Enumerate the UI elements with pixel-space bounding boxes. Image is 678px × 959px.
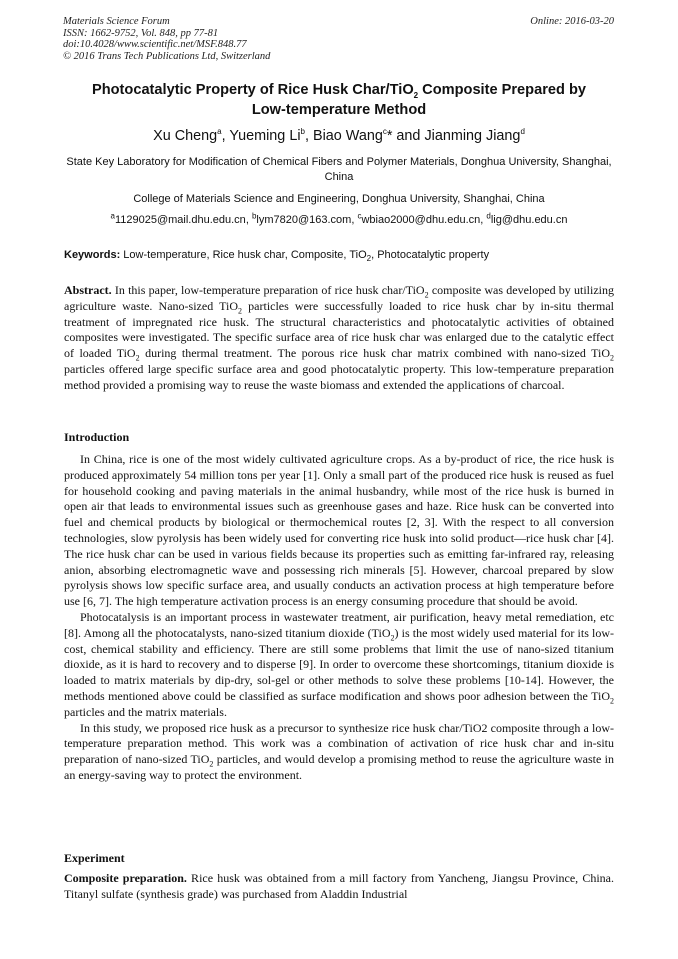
author-list: Xu Cheng$^a$, Yueming Li$^b$, Biao Wang$^c$* and Jianming Jiang$^d$	[153, 127, 525, 144]
doi-line: doi:10.4028/www.scientific.net/MSF.848.77	[63, 39, 247, 50]
affiliation-2: College of Materials Science and Engineering, Donghua University, Shanghai, China	[133, 193, 545, 205]
journal-name: Materials Science Forum	[63, 16, 170, 27]
paragraph: In this study, we proposed rice husk as a precursor to synthesize rice husk char/TiO2 composite through a low-temperature preparation method. This work was a combination of activation of rice husk char and in-situ preparation of nano-sized TiO$_2$ particles, and would develop a promising method to reuse the agriculture waste in an energy-saving way to protect the environment.	[64, 720, 615, 782]
author: Jianming Jiang	[424, 128, 521, 144]
email-list: $^a$1129025@mail.dhu.edu.cn, $^b$lym7820@163.com, $^c$wbiao2000@dhu.edu.cn, $^d$lig@dhu.edu.cn	[110, 211, 568, 226]
email-link[interactable]: 1129025@mail.dhu.edu.cn	[114, 214, 246, 226]
author: Biao Wang	[312, 128, 383, 144]
author: Xu Cheng	[153, 128, 218, 144]
online-date: Online: 2016-03-20	[530, 16, 614, 27]
email-link[interactable]: lig@dhu.edu.cn	[490, 214, 568, 226]
journal-header	[63, 16, 270, 62]
paper-title: Photocatalytic Property of Rice Husk Char/TiO$_2$ Composite Prepared by Low-temperature Method	[91, 82, 586, 118]
paragraph: In China, rice is one of the most widely cultivated agriculture crops. As a by-product of rice, the rice husk is produced approximately 54 million tons per year [1]. Only a small part of the produced rice husk is reused as fuel for household cooking and paving materials in the animal husbandry, while most of the rice husk is burned in open air that leads to environmental issues such as greenhouse gases and haze. Rice husk can be converted into fuel and chemical products by biological or thermochemical routes [2, 3]. With the respect to all conversion technologies, slow pyrolysis has been widely used for converting rice husk into solid product—rice husk char [4]. The rice husk char can be used in various fields because its properties such as emitting far-infrared ray, releasing anion, absorbing electromagnetic wave and possessing rich minerals [5]. However, charcoal prepared by slow pyrolysis shows low specific surface area, and usually conducts an activation process at high temperature before use [6, 7]. The high temperature activation process is an energy consuming procedure that should be avoid.	[64, 452, 614, 609]
experiment-heading: Experiment	[64, 851, 125, 865]
abstract-label: Abstract.	[64, 283, 112, 297]
paragraph: Photocatalysis is an important process in wastewater treatment, air purification, heavy metal remediation, etc [8]. Among all the photocatalysts, nano-sized titanium dioxide (TiO$_2$) is the most widely used material for its low-cost, chemical stability and efficiency. There are still some problems that limit the use of nano-sized titanium dioxide, as it is hard to recovery and to disperse [9]. In order to overcome these shortcomings, titanium dioxide is loaded to matrix materials by dip-dry, sol-gel or other methods to solve these problems [10-14]. However, the methods mentioned above could be classified as surface modification and shows poor adhesion between the TiO$_2$ particles and the matrix materials.	[64, 609, 614, 719]
copyright-line: © 2016 Trans Tech Publications Ltd, Switzerland	[63, 50, 271, 62]
composite-preparation-label: Composite preparation.	[64, 871, 187, 885]
keywords-label: Keywords:	[64, 249, 121, 261]
email-link[interactable]: lym7820@163.com	[256, 214, 352, 226]
author: Yueming Li	[229, 128, 301, 144]
introduction-body	[64, 452, 614, 784]
introduction-heading: Introduction	[64, 430, 130, 444]
affiliation-1: State Key Laboratory for Modification of Chemical Fibers and Polymer Materials, Donghua University, Shanghai, China	[66, 156, 612, 183]
email-link[interactable]: wbiao2000@dhu.edu.cn	[361, 214, 481, 226]
experiment-body: Composite preparation. Rice husk was obtained from a mill factory from Yancheng, Jiangsu Province, China. Titanyl sulfate (synthesis grade) was purchased from Aladdin Industrial	[64, 871, 614, 901]
issn-line: ISSN: 1662-9752, Vol. 848, pp 77-81	[63, 27, 219, 39]
keywords: Keywords: Low-temperature, Rice husk char, Composite, TiO$_2$, Photocatalytic property	[64, 249, 490, 264]
abstract: Abstract. In this paper, low-temperature preparation of rice husk char/TiO$_2$ composite was developed by utilizing agriculture waste. Nano-sized TiO$_2$ particles were successfully loaded to rice husk char by in-situ thermal treatment of impregnated rice husk. The structural characteristics and photocatalytic activities of obtained composites were investigated. The specific surface area of rice husk char was enlarged due to the catalytic effect of loaded TiO$_2$ during thermal treatment. The porous rice husk char matrix combined with nano-sized TiO$_2$ particles offered large specific surface area and good photocatalytic property. This low-temperature preparation method provided a promising way to reuse the waste biomass and extended the applications of charcoal.	[64, 283, 614, 392]
